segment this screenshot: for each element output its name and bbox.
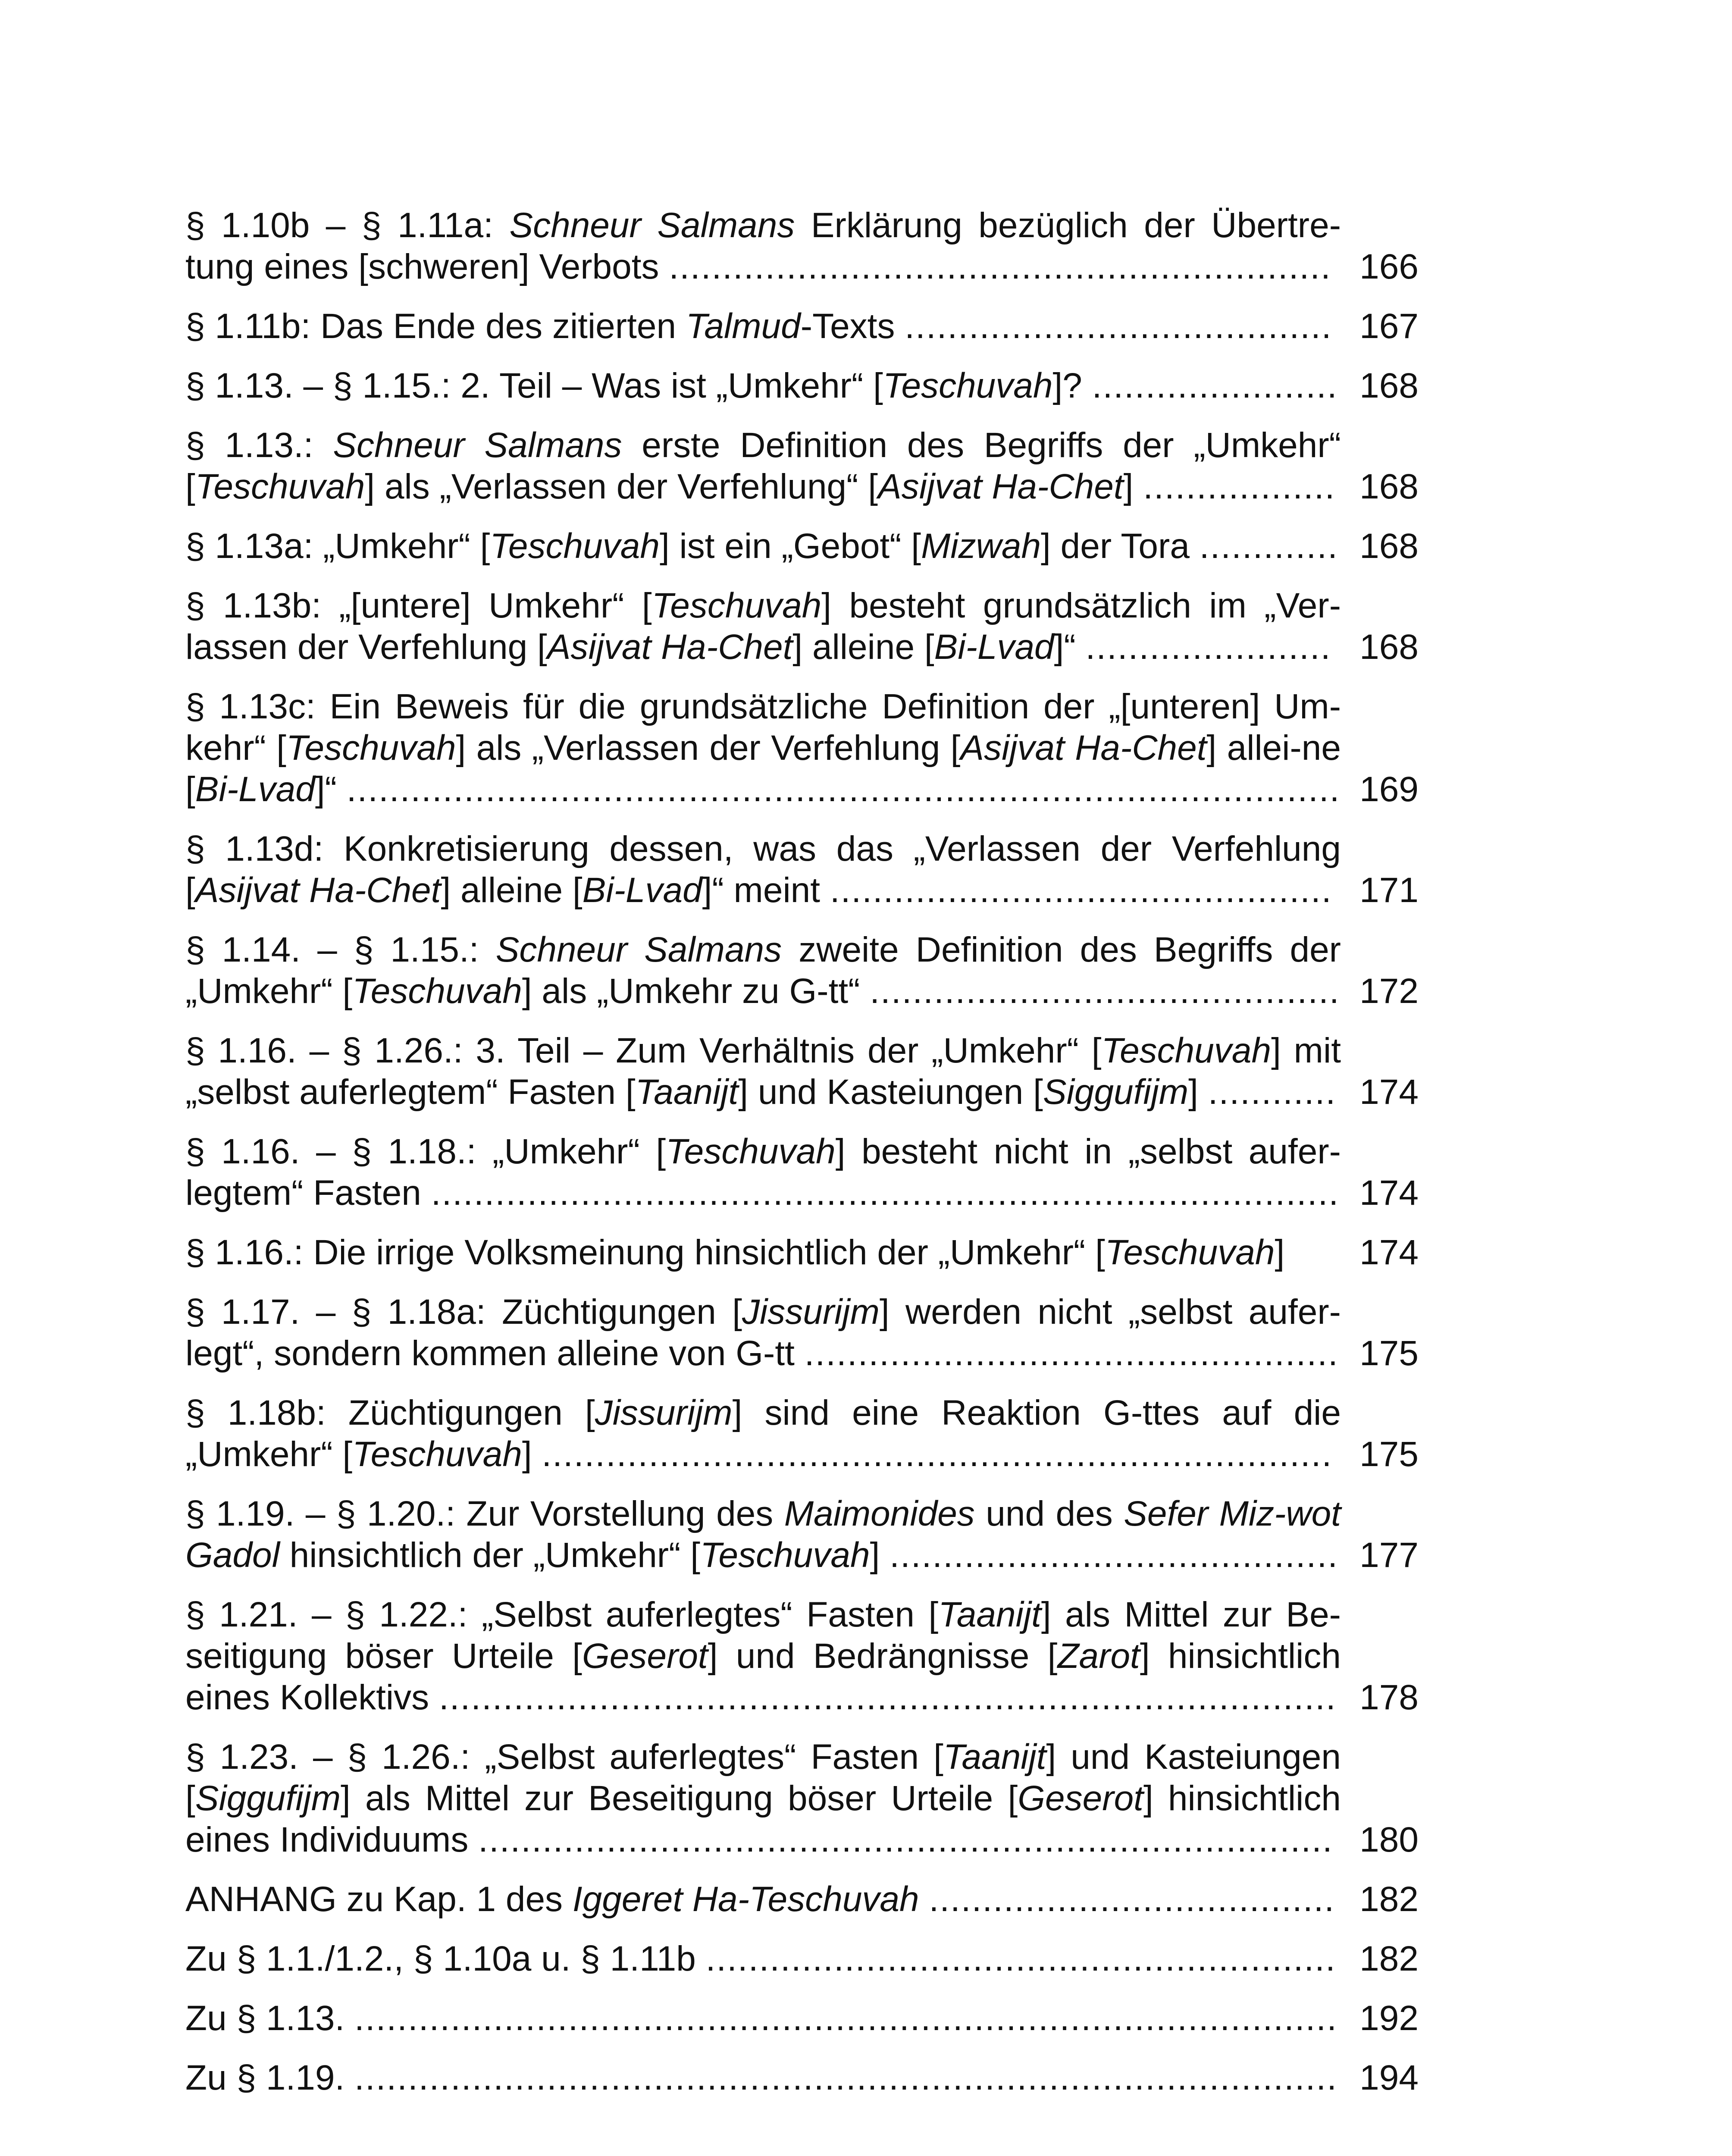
toc-page-number: 175 (1359, 1435, 1419, 1474)
dot-leader: ............................................ (870, 971, 1340, 1011)
toc-entry-title (185, 1131, 1341, 1214)
toc-entry-italic-term: Asijvat Ha-Chet (878, 467, 1124, 506)
toc-entry-text: § 1.14. – § 1.15.: (185, 930, 496, 969)
toc-entry-title (185, 365, 1341, 407)
toc-entry-title (185, 1291, 1341, 1374)
dot-leader: ................................................................................ (478, 1820, 1333, 1859)
dot-leader: ............................................................................................ (354, 2058, 1337, 2097)
toc-entry-italic-term: Asijvat Ha-Chet (195, 871, 441, 910)
toc-entry-italic-term: Schneur Salmans (333, 426, 622, 465)
toc-entry[interactable] (185, 1493, 1419, 1576)
dot-leader: ..................................................................................... (431, 1173, 1340, 1213)
toc-entry-italic-term: Siggufijm (1043, 1072, 1189, 1112)
toc-entry-text: § 1.13a: „Umkehr“ [ (185, 526, 490, 566)
toc-entry-title (185, 1998, 1341, 2039)
toc-entry-text: ] als Mittel zur Beseitigung böser Urteile [ (341, 1779, 1018, 1818)
dot-leader: .................. (1143, 467, 1336, 506)
toc-entry-text: ] der Tora (1041, 526, 1200, 566)
toc-entry-text: § 1.10b – § 1.11a: (185, 206, 510, 245)
toc-entry-title (185, 205, 1341, 288)
toc-entry-italic-term: Talmud (686, 307, 801, 346)
toc-entry-title (185, 1736, 1341, 1861)
dot-leader: ........................................................... (705, 1939, 1336, 1978)
toc-entry-text: ] als „Verlassen der Verfehlung“ [ (365, 467, 878, 506)
dot-leader: ............................................................................................. (346, 770, 1340, 809)
toc-entry-text: ] alleine [ (792, 627, 934, 667)
dot-leader: .................................................................................... (438, 1678, 1337, 1717)
toc-entry-italic-term: Teschuvah (1101, 1031, 1272, 1070)
toc-entry-italic-term: Teschuvah (651, 586, 822, 625)
dot-leader: ............. (1199, 526, 1338, 566)
toc-entry-text: ] und Kasteiungen [ (185, 1737, 1341, 1818)
toc-entry-italic-term: Teschuvah (352, 1435, 522, 1474)
toc-entry-text: § 1.16. – § 1.26.: 3. Teil – Zum Verhältnis der „Umkehr“ [ (185, 1031, 1102, 1070)
toc-page-number: 194 (1359, 2058, 1419, 2097)
toc-entry[interactable] (185, 365, 1419, 407)
toc-entry-text: § 1.23. – § 1.26.: „Selbst auferlegtes“ Fasten [ (185, 1737, 943, 1777)
toc-entry-text: ] werden nicht „selbst aufer-legt“, sondern kommen alleine von G-tt (185, 1292, 1341, 1373)
toc-entry-italic-term: Teschuvah (490, 526, 660, 566)
toc-entry-text: ] sind eine Reaktion G-ttes auf die „Umkehr“ [ (185, 1393, 1341, 1474)
toc-entry-italic-term: Taanijt (635, 1072, 739, 1112)
toc-entry-text: Zu § 1.1./1.2., § 1.10a u. § 1.11b (185, 1939, 706, 1978)
toc-entry-title (185, 686, 1341, 810)
toc-entry[interactable] (185, 585, 1419, 668)
toc-entry-italic-term: Teschuvah (352, 971, 522, 1011)
dot-leader: .................................................. (804, 1334, 1339, 1373)
toc-entry-text: ] und Bedrängnisse [ (708, 1636, 1058, 1676)
toc-entry[interactable] (185, 1232, 1419, 1273)
toc-page-number: 182 (1359, 1939, 1419, 1978)
dot-leader: .......................................... (889, 1536, 1339, 1575)
toc-entry-text: hinsichtlich der „Umkehr“ [ (279, 1536, 700, 1575)
toc-entry-text: § 1.17. – § 1.18a: Züchtigungen [ (185, 1292, 742, 1332)
toc-entry[interactable] (185, 1392, 1419, 1475)
toc-entry-text: ] besteht nicht in „selbst aufer-legtem“ Fasten (185, 1132, 1341, 1213)
toc-entry-text: ] alleine [ (441, 871, 583, 910)
toc-entry-text (919, 1880, 929, 1919)
toc-page-number: 168 (1359, 366, 1419, 405)
toc-entry-title (185, 1392, 1341, 1475)
toc-entry-text: ] ist ein „Gebot“ [ (659, 526, 921, 566)
toc-page-number: 177 (1359, 1536, 1419, 1575)
toc-page-number: 166 (1359, 247, 1419, 286)
toc-entry-italic-term: Taanijt (943, 1737, 1046, 1777)
toc-page-number: 192 (1359, 1999, 1419, 2038)
toc-entry[interactable] (185, 2057, 1419, 2099)
toc-page-number: 174 (1359, 1233, 1419, 1272)
toc-page-number: 182 (1359, 1880, 1419, 1919)
toc-entry-text: -Texts (800, 307, 905, 346)
toc-entry-italic-term: Teschuvah (195, 467, 365, 506)
toc-entry-italic-term: Bi-Lvad (582, 871, 702, 910)
toc-entry-italic-term: Geserot (582, 1636, 708, 1676)
toc-page-number: 168 (1359, 627, 1419, 667)
toc-entry-text: § 1.13b: „[untere] Umkehr“ [ (185, 586, 652, 625)
toc-entry-text: ] als „Umkehr zu G-tt“ (522, 971, 870, 1011)
toc-entry-italic-term: Iggeret Ha-Teschuvah (572, 1880, 919, 1919)
toc-entry-text: ] und Kasteiungen [ (738, 1072, 1043, 1112)
toc-entry-text: § 1.16. – § 1.18.: „Umkehr“ [ (185, 1132, 666, 1171)
toc-entry-text: ]“ (1054, 627, 1086, 667)
dot-leader: ...................................... (929, 1880, 1335, 1919)
toc-entry[interactable] (185, 1879, 1419, 1920)
toc-entry-italic-term: Sefer Miz-wot Gadol (185, 1494, 1341, 1575)
toc-entry-text: ] hinsichtlich eines Kollektivs (185, 1636, 1341, 1717)
toc-page-number: 169 (1359, 770, 1419, 809)
toc-entry-text: § 1.13d: Konkretisierung dessen, was das „Verlassen der Verfehlung [ (185, 829, 1341, 910)
toc-entry-text: ] (522, 1435, 542, 1474)
toc-entry-italic-term: Jissurijm (742, 1292, 880, 1332)
toc-entry[interactable] (185, 1736, 1419, 1861)
toc-entry-text: zweite Definition des Begriffs der „Umkehr“ [ (185, 930, 1341, 1011)
dot-leader: ............................................... (830, 871, 1332, 910)
toc-entry-text: ]? (1052, 366, 1092, 405)
toc-entry-text: ] (1275, 1233, 1285, 1272)
toc-entry-text: ]“ (315, 770, 347, 809)
toc-page-number: 168 (1359, 526, 1419, 566)
toc-entry[interactable] (185, 425, 1419, 508)
toc-entry-italic-term: Teschuvah (700, 1536, 870, 1575)
toc-entry-title (185, 1879, 1341, 1920)
toc-entry[interactable] (185, 828, 1419, 911)
dot-leader: .............................................................. (669, 247, 1331, 286)
toc-entry-text: Zu § 1.13. (185, 1999, 355, 2038)
toc-entry-title (185, 1232, 1341, 1273)
toc-entry-text: § 1.13c: Ein Beweis für die grundsätzliche Definition der „[unteren] Um-kehr“ [ (185, 687, 1341, 768)
dot-leader: ............ (1208, 1072, 1337, 1112)
toc-entry-text: ] (1188, 1072, 1208, 1112)
dot-leader: ....................... (1085, 627, 1331, 667)
toc-page-number: 180 (1359, 1820, 1419, 1859)
toc-entry-italic-term: Maimonides (784, 1494, 975, 1533)
toc-entry[interactable] (185, 205, 1419, 288)
dot-leader: ....................... (1092, 366, 1338, 405)
toc-page-number: 178 (1359, 1678, 1419, 1717)
toc-entry-italic-term: Teschuvah (286, 728, 456, 768)
toc-entry-text: § 1.21. – § 1.22.: „Selbst auferlegtes“ Fasten [ (185, 1595, 939, 1634)
toc-entry-text: ] besteht grundsätzlich im „Ver-lassen der Verfehlung [ (185, 586, 1341, 667)
toc-entry-text: § 1.13.: (185, 426, 333, 465)
toc-page-number: 171 (1359, 871, 1419, 910)
toc-entry-text: ] hinsichtlich eines Individuums (185, 1779, 1341, 1859)
toc-entry-italic-term: Schneur Salmans (495, 930, 782, 969)
toc-entry-italic-term: Teschuvah (666, 1132, 836, 1171)
toc-entry-title (185, 1030, 1341, 1113)
toc-page-number: 174 (1359, 1072, 1419, 1112)
toc-entry-text: ] allei-ne [ (185, 728, 1341, 809)
toc-entry-title (185, 585, 1341, 668)
toc-entry-text: und des (974, 1494, 1124, 1533)
toc-entry-italic-term: Geserot (1018, 1779, 1143, 1818)
dot-leader: .......................................................................... (542, 1435, 1333, 1474)
toc-entry[interactable] (185, 1030, 1419, 1113)
toc-entry-italic-term: Schneur Salmans (509, 206, 795, 245)
toc-page-number: 175 (1359, 1334, 1419, 1373)
toc-page-number: 168 (1359, 467, 1419, 506)
toc-entry-italic-term: Zarot (1057, 1636, 1140, 1676)
toc-entry-italic-term: Taanijt (938, 1595, 1041, 1634)
toc-entry-text: Erklärung bezüglich der Übertre-tung eines [schweren] Verbots (185, 206, 1341, 286)
toc-entry-text: § 1.18b: Züchtigungen [ (185, 1393, 595, 1432)
toc-page-number: 174 (1359, 1173, 1419, 1213)
toc-entry-title (185, 425, 1341, 508)
toc-entry-italic-term: Bi-Lvad (934, 627, 1054, 667)
toc-entry-text: ] (1123, 467, 1143, 506)
toc-entry[interactable] (185, 1131, 1419, 1214)
toc-entry-text: erste Definition des Begriffs der „Umkehr“ [ (185, 426, 1341, 506)
toc-entry-italic-term: Teschuvah (883, 366, 1053, 405)
dot-leader: ........................................ (905, 307, 1332, 346)
toc-entry-italic-term: Bi-Lvad (195, 770, 315, 809)
table-of-contents (185, 205, 1419, 2117)
toc-page-number: 167 (1359, 307, 1419, 346)
toc-entry-title (185, 1938, 1341, 1980)
toc-entry-text: § 1.11b: Das Ende des zitierten (185, 307, 686, 346)
toc-entry-text: ANHANG zu Kap. 1 des (185, 1880, 573, 1919)
toc-entry-text: ] (870, 1536, 890, 1575)
toc-entry[interactable] (185, 1938, 1419, 1980)
toc-entry-text: ] als Mittel zur Be-seitigung böser Urteile [ (185, 1595, 1341, 1676)
toc-entry-italic-term: Teschuvah (1105, 1233, 1275, 1272)
toc-entry-text: § 1.13. – § 1.15.: 2. Teil – Was ist „Umkehr“ [ (185, 366, 883, 405)
toc-entry[interactable] (185, 1291, 1419, 1374)
toc-entry-italic-term: Asijvat Ha-Chet (960, 728, 1207, 768)
dot-leader: ............................................................................................ (354, 1999, 1337, 2038)
toc-entry[interactable] (185, 1594, 1419, 1718)
toc-entry-text: ] mit „selbst auferlegtem“ Fasten [ (185, 1031, 1341, 1112)
toc-entry-title (185, 2057, 1341, 2099)
toc-entry-text: § 1.16.: Die irrige Volksmeinung hinsichtlich der „Umkehr“ [ (185, 1233, 1105, 1272)
toc-entry-text: § 1.19. – § 1.20.: Zur Vorstellung des (185, 1494, 784, 1533)
toc-entry-title (185, 526, 1341, 567)
toc-entry-title (185, 828, 1341, 911)
toc-entry-title (185, 306, 1341, 347)
toc-entry-title (185, 1493, 1341, 1576)
toc-entry-text: Zu § 1.19. (185, 2058, 355, 2097)
toc-entry-italic-term: Siggufijm (195, 1779, 341, 1818)
toc-entry[interactable] (185, 929, 1419, 1012)
toc-entry-italic-term: Jissurijm (595, 1393, 733, 1432)
toc-entry[interactable] (185, 1998, 1419, 2039)
toc-entry[interactable] (185, 686, 1419, 810)
toc-entry[interactable] (185, 306, 1419, 347)
toc-entry-text: ] als „Verlassen der Verfehlung [ (456, 728, 961, 768)
toc-entry[interactable] (185, 526, 1419, 567)
toc-entry-text: ]“ meint (702, 871, 830, 910)
toc-entry-italic-term: Mizwah (921, 526, 1041, 566)
toc-page-number: 172 (1359, 971, 1419, 1011)
toc-entry-title (185, 1594, 1341, 1718)
toc-entry-italic-term: Asijvat Ha-Chet (547, 627, 793, 667)
toc-entry-title (185, 929, 1341, 1012)
